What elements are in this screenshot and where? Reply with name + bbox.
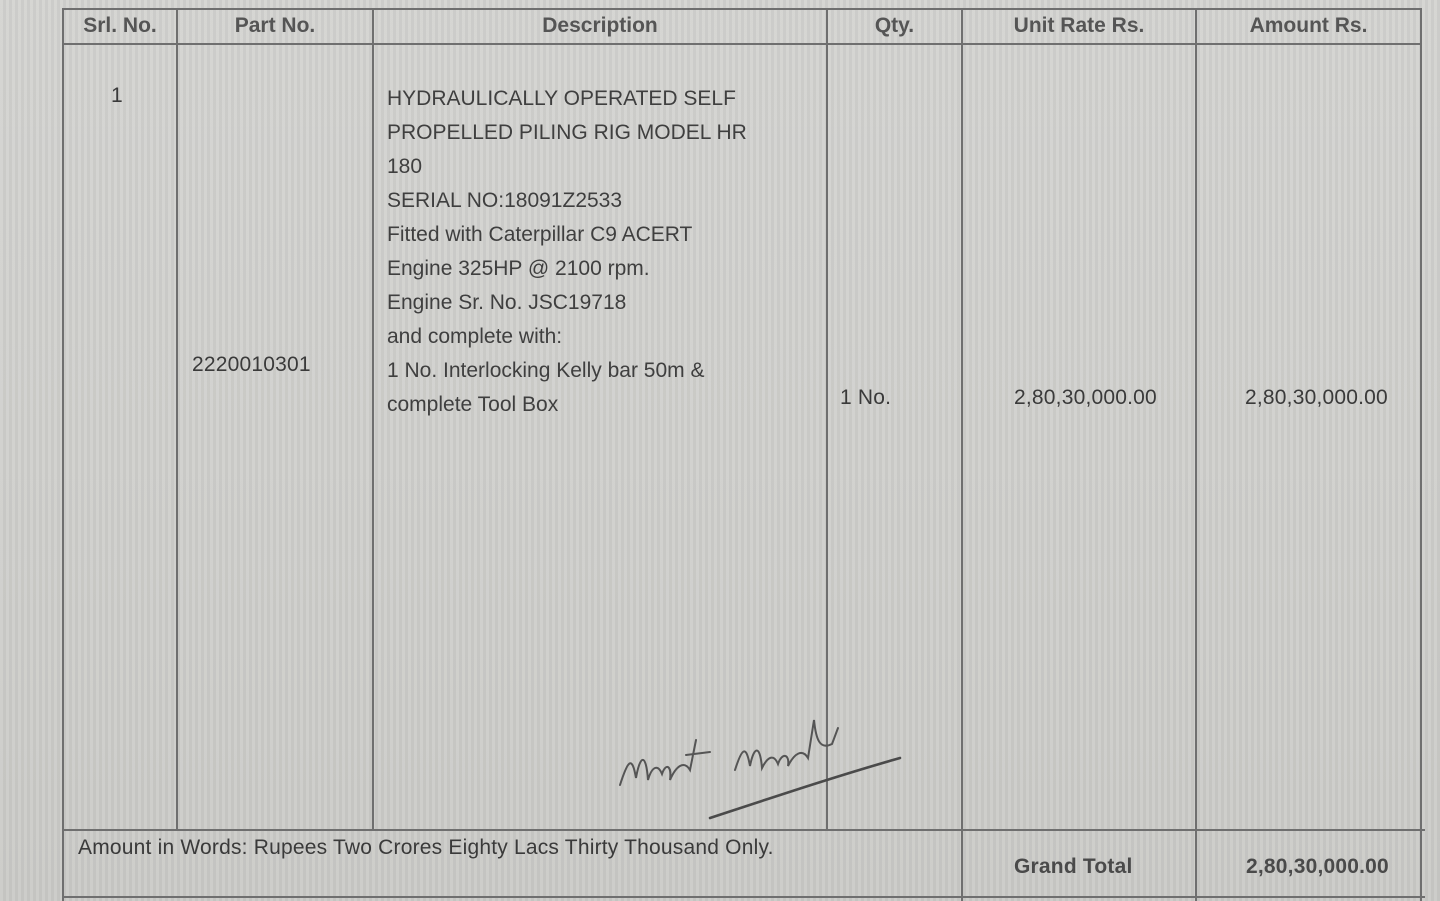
header-part-no: Part No. bbox=[234, 14, 316, 37]
description-line: 180 bbox=[387, 155, 423, 178]
cell-qty: 1 No. bbox=[840, 386, 892, 409]
cell-description bbox=[387, 82, 747, 422]
description-line: complete Tool Box bbox=[387, 393, 559, 416]
description-line: Engine 325HP @ 2100 rpm. bbox=[387, 257, 650, 280]
description-line: PROPELLED PILING RIG MODEL HR bbox=[387, 121, 747, 144]
header-unit-rate: Unit Rate Rs. bbox=[1013, 14, 1145, 37]
col-rule-4 bbox=[961, 8, 963, 901]
description-line: Fitted with Caterpillar C9 ACERT bbox=[387, 223, 693, 246]
header-srl-no: Srl. No. bbox=[83, 14, 157, 37]
header-description: Description bbox=[542, 14, 658, 37]
bottom-rule bbox=[63, 896, 1425, 898]
amount-in-words: Amount in Words: Rupees Two Crores Eighty Lacs Thirty Thousand Only. bbox=[78, 836, 774, 859]
col-rule-5 bbox=[1195, 8, 1197, 901]
cell-part-no: 2220010301 bbox=[192, 353, 311, 376]
header-rule bbox=[63, 43, 1421, 45]
grand-total-value: 2,80,30,000.00 bbox=[1246, 855, 1389, 878]
description-line: SERIAL NO:18091Z2533 bbox=[387, 189, 623, 212]
cell-srl-no: 1 bbox=[111, 84, 123, 107]
description-line: Engine Sr. No. JSC19718 bbox=[387, 291, 627, 314]
header-qty: Qty. bbox=[874, 14, 915, 37]
col-rule-right bbox=[1420, 8, 1422, 901]
description-line: HYDRAULICALLY OPERATED SELF bbox=[387, 87, 736, 110]
grand-total-label: Grand Total bbox=[1014, 855, 1133, 878]
col-rule-left bbox=[62, 8, 64, 901]
cell-unit-rate: 2,80,30,000.00 bbox=[1014, 386, 1157, 409]
description-line: and complete with: bbox=[387, 325, 563, 348]
top-rule bbox=[63, 8, 1421, 10]
col-rule-2 bbox=[372, 8, 374, 830]
header-amount: Amount Rs. bbox=[1249, 14, 1368, 37]
handwritten-signature bbox=[610, 700, 910, 830]
col-rule-1 bbox=[176, 8, 178, 830]
description-line: 1 No. Interlocking Kelly bar 50m & bbox=[387, 359, 705, 382]
cell-amount: 2,80,30,000.00 bbox=[1245, 386, 1388, 409]
